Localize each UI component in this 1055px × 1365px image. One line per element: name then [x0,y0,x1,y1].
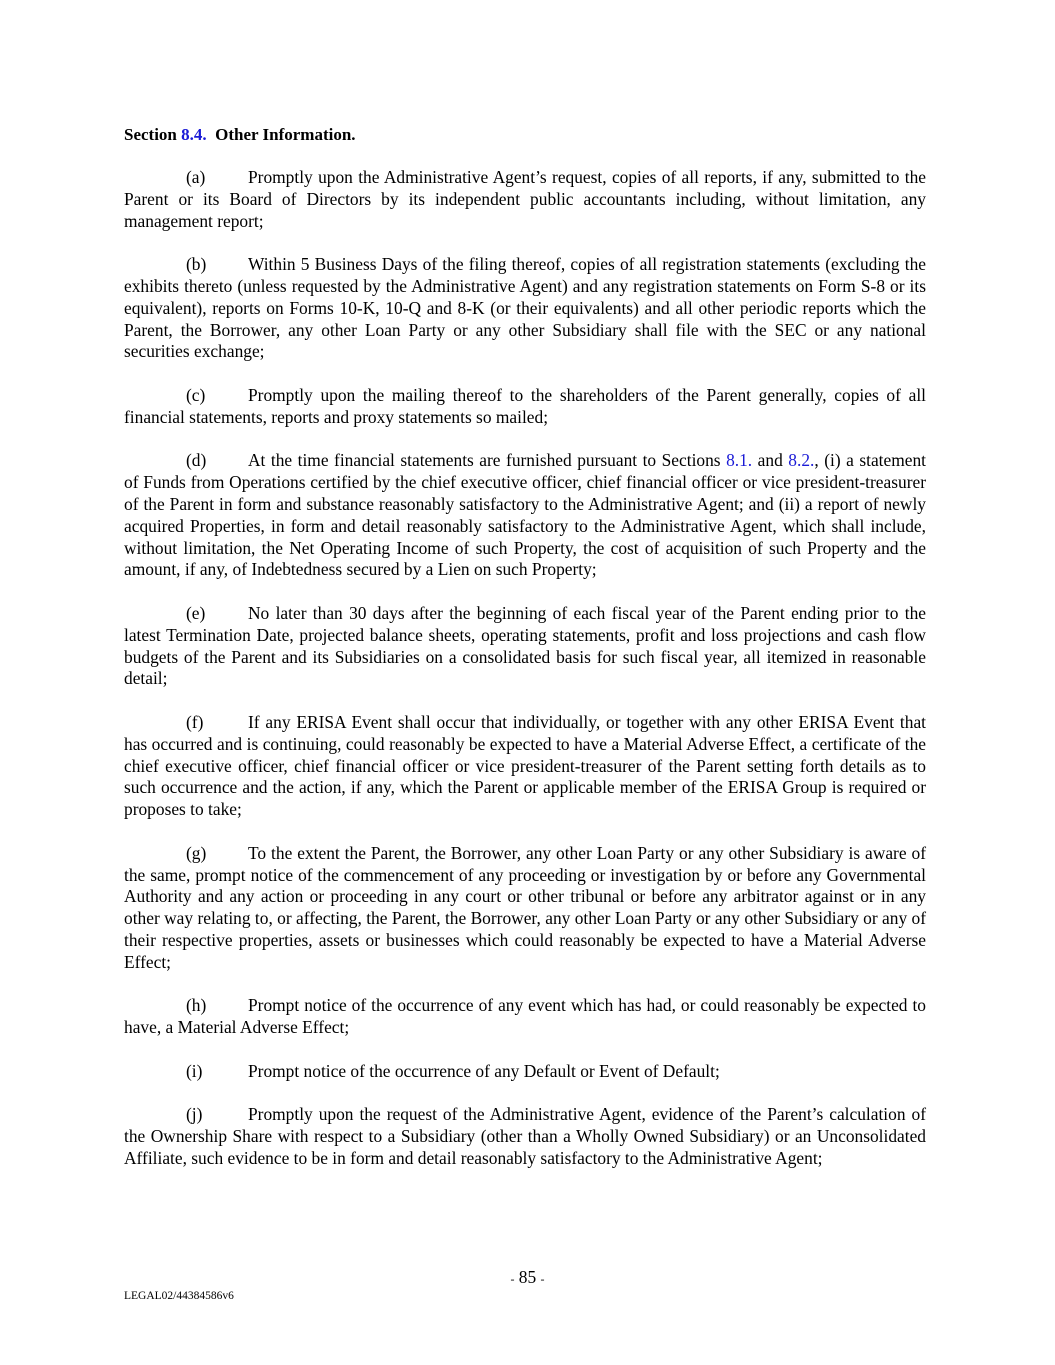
section-title: Other Information. [215,125,356,144]
paragraph-text: If any ERISA Event shall occur that individually, or together with any other ERISA Event that has occurred and is continuing, could reasonably be expected to have a Material Adverse Effect, a certificate of the chief executive officer, chief financial officer or vice president-treasurer of the Parent setting forth details as to such occurrence and the action, if any, which the Parent or applicable member of the ERISA Group is required or proposes to take; [124,711,926,820]
paragraph-text: To the extent the Parent, the Borrower, any other Loan Party or any other Subsidiary is aware of the same, prompt notice of the commencement of any proceeding or investigation by or before any Governmental Authority and any action or proceeding in any court or other tribunal or before any arbitrator against or in any other way relating to, or affecting, the Parent, the Borrower, any other Loan Party or any other Subsidiary or any of their respective properties, assets or businesses which could reasonably be expected to have a Material Adverse Effect; [124,842,926,972]
paragraph-g [124,843,926,974]
paragraph-label: (c) [186,384,206,405]
paragraph-i [124,1061,926,1083]
paragraph-text: No later than 30 days after the beginning of each fiscal year of the Parent ending prior to the latest Termination Date, projected balance sheets, operating statements, profit and loss projections and cash flow budgets of the Parent and its Subsidiaries on a consolidated basis for such fiscal year, all itemized in reasonable detail; [124,602,926,689]
paragraph-text: Prompt notice of the occurrence of any Default or Event of Default; [248,1060,720,1081]
section-8-2-link[interactable]: 8.2. [788,450,815,471]
paragraph-text: Promptly upon the request of the Administrative Agent, evidence of the Parent’s calculation of the Ownership Share with respect to a Subsidiary (other than a Wholly Owned Subsidiary) or an Unconsolidated Affiliate, such evidence to be in form and detail reasonably satisfactory to the Administrative Agent; [124,1104,926,1168]
section-8-1-link[interactable]: 8.1. [726,450,753,471]
paragraph-d [124,450,926,581]
paragraph-label: (j) [186,1104,203,1125]
paragraph-label: (i) [186,1060,203,1081]
paragraph-h [124,995,926,1039]
page-number-dash: - [510,1272,515,1286]
paragraph-label: (e) [186,602,206,623]
paragraph-a [124,167,926,232]
paragraph-text: Promptly upon the Administrative Agent’s request, copies of all reports, if any, submitted to the Parent or its Board of Directors by its independent public accountants including, without limitation, any management report; [124,167,926,231]
document-id: LEGAL02/44384586v6 [124,1290,234,1302]
section-number-link[interactable]: 8.4. [181,125,207,144]
section-heading [124,124,356,146]
paragraph-text: and [752,450,789,471]
page-number-dash: - [540,1272,545,1286]
paragraph-text: Promptly upon the mailing thereof to the shareholders of the Parent generally, copies of all financial statements, reports and proxy statements so mailed; [124,384,926,427]
paragraph-label: (h) [186,995,207,1016]
paragraph-label: (d) [186,450,207,471]
section-prefix: Section [124,125,177,144]
paragraph-label: (g) [186,842,207,863]
paragraph-text: Prompt notice of the occurrence of any event which has had, or could reasonably be expected to have, a Material Adverse Effect; [124,995,926,1038]
paragraph-b [124,254,926,363]
page-number [0,1266,1055,1290]
paragraph-j [124,1104,926,1169]
paragraph-c [124,385,926,429]
section-body [124,167,926,1191]
paragraph-text: At the time financial statements are furnished pursuant to Sections [248,450,727,471]
paragraph-f [124,712,926,821]
paragraph-label: (b) [186,254,207,275]
paragraph-text: Within 5 Business Days of the filing thereof, copies of all registration statements (excluding the exhibits thereto (unless requested by the Administrative Agent) and any registration statements on Form S-8 or its equivalent), reports on Forms 10-K, 10-Q and 8-K (or their equivalents) and all other periodic reports which the Parent, the Borrower, any other Loan Party or any other Subsidiary shall file with the SEC or any national securities exchange; [124,254,926,362]
paragraph-label: (f) [186,711,204,732]
page-number-value: 85 [518,1267,537,1287]
paragraph-label: (a) [186,167,206,187]
paragraph-e [124,603,926,690]
paragraph-text: , (i) a statement of Funds from Operations certified by the chief executive officer, chief financial officer or vice president-treasurer of the Parent in form and substance reasonably satisfactory to the Administrative Agent; and (ii) a report of newly acquired Properties, in form and detail reasonably satisfactory to the Administrative Agent, which shall include, without limitation, the Net Operating Income of such Property, the cost of acquisition of such Property and the amount, if any, of Indebtedness secured by a Lien on such Property; [124,450,926,580]
